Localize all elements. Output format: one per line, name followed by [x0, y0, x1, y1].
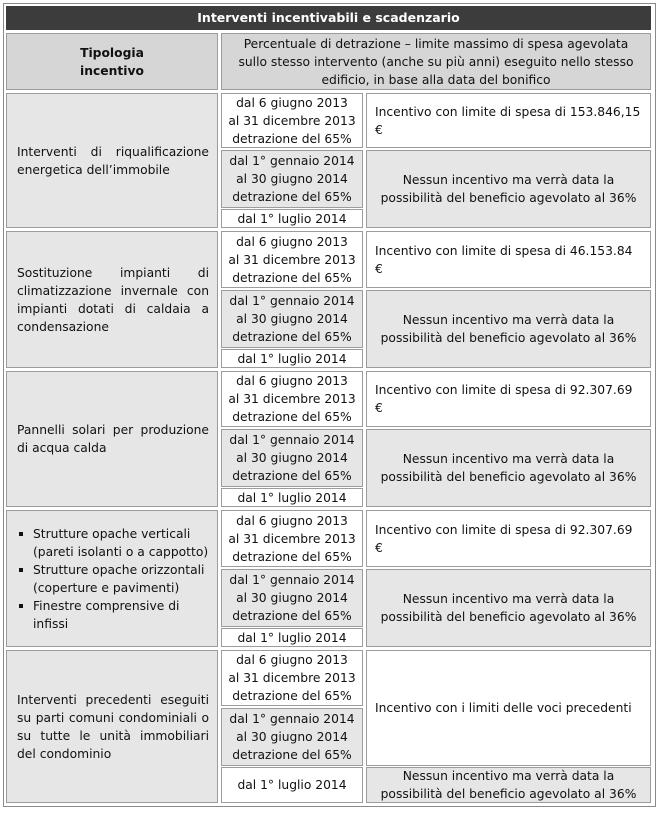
header-tipologia: Tipologia incentivo	[6, 33, 218, 90]
date-period-h2-2014: dal 1° luglio 2014	[221, 349, 363, 368]
date-period-2013: dal 6 giugno 2013 al 31 dicembre 2013 detrazione del 65%	[221, 371, 363, 427]
header-percentuale: Percentuale di detrazione – limite massimo di spesa agevolata sullo stesso intervento (anche su più anni) eseguito nello stesso edificio, in base alla data del bonifico	[221, 33, 651, 90]
date-period-h2-2014: dal 1° luglio 2014	[221, 488, 363, 507]
date-period-h2-2014: dal 1° luglio 2014	[221, 209, 363, 228]
incentive-none: Nessun incentivo ma verrà data la possibilità del beneficio agevolato al 36%	[366, 150, 651, 228]
incentive-limit: Incentivo con limite di spesa di 46.153.84 €	[366, 231, 651, 288]
date-period-h1-2014: dal 1° gennaio 2014 al 30 giugno 2014 detrazione del 65%	[221, 708, 363, 766]
type-strutture-opache	[6, 510, 218, 647]
type-parti-comuni: Interventi precedenti eseguiti su parti comuni condominiali o su tutte le unità immobiliari del condominio	[6, 650, 218, 803]
incentive-limit: Incentivo con limite di spesa di 153.846,15 €	[366, 93, 651, 148]
type-riqualificazione: Interventi di riqualificazione energetica dell’immobile	[6, 93, 218, 228]
date-period-2013: dal 6 giugno 2013 al 31 dicembre 2013 detrazione del 65%	[221, 231, 363, 288]
date-period-2013: dal 6 giugno 2013 al 31 dicembre 2013 detrazione del 65%	[221, 650, 363, 706]
date-period-h1-2014: dal 1° gennaio 2014 al 30 giugno 2014 detrazione del 65%	[221, 290, 363, 348]
date-period-h1-2014: dal 1° gennaio 2014 al 30 giugno 2014 detrazione del 65%	[221, 569, 363, 627]
bullet-list	[17, 525, 209, 633]
incentive-limit: Incentivo con limite di spesa di 92.307.69 €	[366, 510, 651, 567]
date-period-2013: dal 6 giugno 2013 al 31 dicembre 2013 detrazione del 65%	[221, 510, 363, 567]
table-title: Interventi incentivabili e scadenzario	[6, 6, 651, 30]
date-period-h2-2014: dal 1° luglio 2014	[221, 628, 363, 647]
incentive-none: Nessun incentivo ma verrà data la possibilità del beneficio agevolato al 36%	[366, 290, 651, 368]
incentive-limit: Incentivo con limite di spesa di 92.307.69 €	[366, 371, 651, 427]
type-pannelli-solari: Pannelli solari per produzione di acqua calda	[6, 371, 218, 507]
incentive-none: Nessun incentivo ma verrà data la possibilità del beneficio agevolato al 36%	[366, 569, 651, 647]
type-climatizzazione: Sostituzione impianti di climatizzazione invernale con impianti dotati di caldaia a condensazione	[6, 231, 218, 368]
bullet-item: Strutture opache verticali (pareti isolanti o a cappotto)	[17, 525, 209, 561]
date-period-2013: dal 6 giugno 2013 al 31 dicembre 2013 detrazione del 65%	[221, 93, 363, 148]
date-period-h1-2014: dal 1° gennaio 2014 al 30 giugno 2014 detrazione del 65%	[221, 150, 363, 208]
incentive-none: Nessun incentivo ma verrà data la possibilità del beneficio agevolato al 36%	[366, 767, 651, 803]
date-period-h2-2014: dal 1° luglio 2014	[221, 767, 363, 803]
incentive-none: Nessun incentivo ma verrà data la possibilità del beneficio agevolato al 36%	[366, 429, 651, 507]
incentive-limit: Incentivo con i limiti delle voci precedenti	[366, 650, 651, 766]
date-period-h1-2014: dal 1° gennaio 2014 al 30 giugno 2014 detrazione del 65%	[221, 429, 363, 487]
bullet-item: Finestre comprensive di infissi	[17, 597, 209, 633]
bullet-item: Strutture opache orizzontali (coperture e pavimenti)	[17, 561, 209, 597]
